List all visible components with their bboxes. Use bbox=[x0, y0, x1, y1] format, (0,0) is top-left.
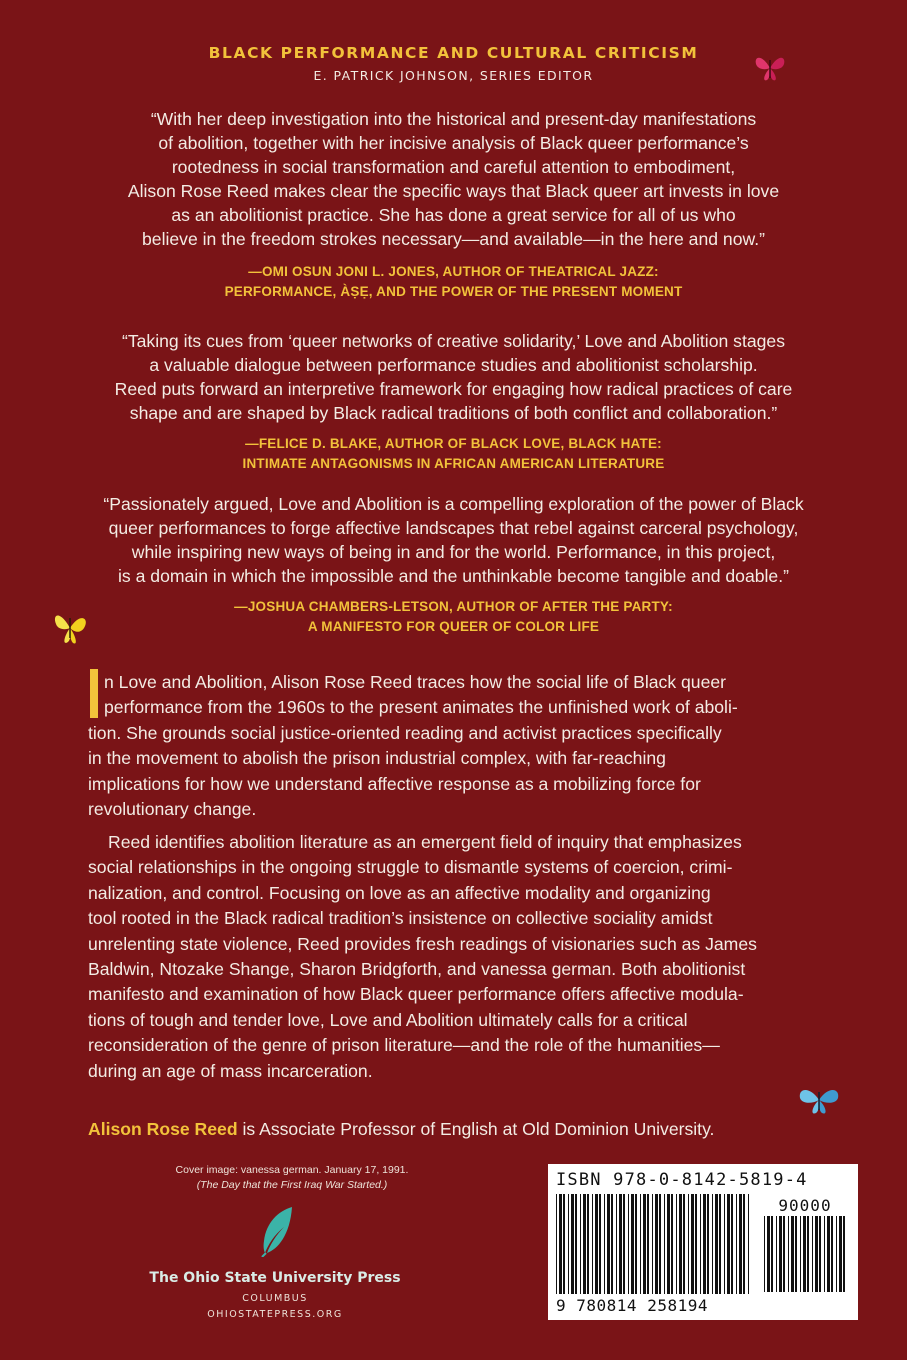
barcode-bar bbox=[587, 1194, 589, 1294]
barcode-bar bbox=[836, 1216, 837, 1292]
author-bio bbox=[88, 1117, 848, 1141]
barcode-bar bbox=[643, 1194, 646, 1294]
barcode-bar bbox=[671, 1194, 673, 1294]
barcode-bar bbox=[843, 1216, 845, 1292]
barcode-bar bbox=[619, 1194, 622, 1294]
blurb-line: queer performances to forge affective landscapes that rebel against carceral psychology, bbox=[108, 518, 799, 538]
barcode-bar bbox=[788, 1216, 789, 1292]
barcode-bar bbox=[659, 1194, 661, 1294]
barcode-bar bbox=[607, 1194, 610, 1294]
barcode-bar bbox=[707, 1194, 709, 1294]
description-line: tion. She grounds social justice-oriented reading and activist practices specifically bbox=[88, 723, 722, 743]
pink-butterfly-icon bbox=[752, 52, 788, 84]
barcode-bar bbox=[807, 1216, 809, 1292]
barcode-bar bbox=[736, 1194, 737, 1294]
blurb-line: shape and are shaped by Black radical traditions of both conflict and collaboration.” bbox=[129, 403, 778, 423]
barcode-bar bbox=[767, 1216, 770, 1292]
attribution-line: —JOSHUA CHAMBERS-LETSON, AUTHOR OF AFTER THE PARTY: bbox=[234, 599, 673, 614]
barcode-bar bbox=[700, 1194, 701, 1294]
drop-cap-i bbox=[90, 669, 98, 718]
barcode-bar bbox=[783, 1216, 785, 1292]
barcode-bar bbox=[628, 1194, 629, 1294]
barcode-bar bbox=[679, 1194, 682, 1294]
barcode-bar bbox=[824, 1216, 825, 1292]
blurb-line: “With her deep investigation into the historical and present-day manifestations bbox=[150, 109, 757, 129]
barcode-bar bbox=[676, 1194, 677, 1294]
barcode-bar bbox=[776, 1216, 777, 1292]
attribution-line: PERFORMANCE, ÀṢẸ, AND THE POWER OF THE PRESENT MOMENT bbox=[224, 284, 683, 299]
barcode-bar bbox=[652, 1194, 653, 1294]
barcode-bar bbox=[635, 1194, 637, 1294]
addon-barcode-bars bbox=[764, 1216, 848, 1292]
barcode-bar bbox=[691, 1194, 694, 1294]
attribution-line: —FELICE D. BLAKE, AUTHOR OF BLACK LOVE, BLACK HATE: bbox=[245, 436, 662, 451]
barcode-bar bbox=[599, 1194, 601, 1294]
barcode-bar bbox=[563, 1194, 565, 1294]
barcode-bar bbox=[575, 1194, 577, 1294]
barcode-bar bbox=[631, 1194, 634, 1294]
description-line: Baldwin, Ntozake Shange, Sharon Bridgforth, and vanessa german. Both abolitionist bbox=[88, 959, 746, 980]
feather-logo-icon bbox=[256, 1205, 296, 1257]
blurb-attribution bbox=[60, 597, 847, 637]
barcode-bar bbox=[764, 1216, 765, 1292]
description-line: in the movement to abolish the prison industrial complex, with far-reaching bbox=[88, 748, 666, 769]
barcode-bar bbox=[739, 1194, 742, 1294]
barcode-bar bbox=[688, 1194, 689, 1294]
blurb-line: as an abolitionist practice. She has done a great service for all of us who bbox=[171, 205, 736, 225]
blurb-line: rootedness in social transformation and careful attention to embodiment, bbox=[171, 157, 736, 177]
credit-line: (The Day that the First Iraq War Started.) bbox=[196, 1179, 388, 1191]
blurb-quote bbox=[60, 329, 847, 425]
bio-text: is Associate Professor of English at Old Dominion University. bbox=[237, 1119, 715, 1139]
cover-credit bbox=[142, 1163, 442, 1193]
blurb-line: Reed puts forward an interpretive framework for engaging how radical practices of care bbox=[114, 379, 793, 399]
blurb-line: a valuable dialogue between performance studies and abolitionist scholarship. bbox=[149, 355, 758, 375]
barcode-bar bbox=[604, 1194, 605, 1294]
barcode-bar bbox=[695, 1194, 697, 1294]
barcode-bar bbox=[611, 1194, 613, 1294]
barcode-bar bbox=[724, 1194, 725, 1294]
author-name: Alison Rose Reed bbox=[88, 1119, 238, 1139]
barcode-bar bbox=[795, 1216, 797, 1292]
description-line: nalization, and control. Focusing on love as an affective modality and organizing bbox=[88, 882, 711, 903]
barcode-bar bbox=[571, 1194, 574, 1294]
barcode-bar bbox=[667, 1194, 670, 1294]
blurb-quote bbox=[60, 107, 847, 251]
blurb-line: of abolition, together with her incisive analysis of Black queer performance’s bbox=[158, 133, 749, 153]
ean-digits: 9 780814 258194 bbox=[556, 1296, 708, 1315]
blurb-line: “Passionately argued, Love and Abolition is a compelling exploration of the power of Black bbox=[103, 494, 804, 514]
barcode-bar bbox=[640, 1194, 641, 1294]
barcode-bar bbox=[703, 1194, 706, 1294]
attribution-line: INTIMATE ANTAGONISMS IN AFRICAN AMERICAN LITERATURE bbox=[242, 456, 665, 471]
ean-barcode-bars bbox=[556, 1194, 752, 1294]
description-paragraph-2 bbox=[88, 830, 828, 1084]
attribution-line: —OMI OSUN JONI L. JONES, AUTHOR OF THEATRICAL JAZZ: bbox=[248, 264, 659, 279]
barcode-bar bbox=[715, 1194, 718, 1294]
blurb-line: Alison Rose Reed makes clear the specific ways that Black queer art invests in love bbox=[127, 181, 780, 201]
barcode-bar bbox=[683, 1194, 685, 1294]
description-line: tool rooted in the Black radical tradition’s insistence on collective sociality amidst bbox=[88, 908, 713, 929]
barcode-bar bbox=[592, 1194, 593, 1294]
barcode-bar bbox=[819, 1216, 821, 1292]
barcode-bar bbox=[839, 1216, 842, 1292]
blurb-line: “Taking its cues from ‘queer networks of creative solidarity,’ Love and Abolition stages bbox=[121, 331, 786, 351]
series-editor: E. PATRICK JOHNSON, SERIES EDITOR bbox=[313, 68, 594, 83]
barcode-bar bbox=[812, 1216, 813, 1292]
barcode-addon-digits: 90000 bbox=[778, 1196, 832, 1215]
barcode-bar bbox=[559, 1194, 562, 1294]
description-line: n Love and Abolition, Alison Rose Reed traces how the social life of Black queer bbox=[104, 672, 727, 692]
press-url: OHIOSTATEPRESS.ORG bbox=[207, 1309, 343, 1320]
barcode-bar bbox=[800, 1216, 801, 1292]
barcode-bar bbox=[623, 1194, 625, 1294]
series-title: BLACK PERFORMANCE AND CULTURAL CRITICISM bbox=[208, 44, 699, 62]
description-line: performance from the 1960s to the present animates the unfinished work of aboli- bbox=[104, 697, 738, 718]
barcode-bar bbox=[827, 1216, 830, 1292]
description-line: reconsideration of the genre of prison literature—and the role of the humanities— bbox=[88, 1035, 720, 1056]
blurb-quote bbox=[60, 492, 847, 588]
description-paragraph-1 bbox=[88, 721, 828, 823]
description-line: unrelenting state violence, Reed provides fresh readings of visionaries such as James bbox=[88, 933, 757, 954]
barcode-bar bbox=[664, 1194, 665, 1294]
blurb-line: believe in the freedom strokes necessary—and available—in the here and now.” bbox=[142, 229, 765, 249]
barcode-bar bbox=[831, 1216, 833, 1292]
barcode-bar bbox=[779, 1216, 782, 1292]
barcode-bar bbox=[803, 1216, 806, 1292]
barcode-bar bbox=[719, 1194, 721, 1294]
description-line: Reed identifies abolition literature as an emergent field of inquiry that emphasizes bbox=[108, 832, 742, 852]
blurb-line: is a domain in which the impossible and the unthinkable become tangible and doable.” bbox=[118, 566, 789, 586]
barcode-bar bbox=[771, 1216, 773, 1292]
press-name: The Ohio State University Press bbox=[149, 1270, 401, 1286]
barcode-bar bbox=[647, 1194, 649, 1294]
attribution-line: A MANIFESTO FOR QUEER OF COLOR LIFE bbox=[307, 619, 600, 634]
barcode-bar bbox=[568, 1194, 569, 1294]
barcode-bar bbox=[748, 1194, 749, 1294]
description-paragraph-1-first-lines bbox=[104, 670, 834, 721]
barcode-bar bbox=[731, 1194, 733, 1294]
isbn-barcode bbox=[548, 1164, 858, 1320]
description-line: revolutionary change. bbox=[88, 799, 257, 820]
barcode-bar bbox=[712, 1194, 713, 1294]
description-line: social relationships in the ongoing struggle to dismantle systems of coercion, crimi- bbox=[88, 857, 733, 878]
barcode-bar bbox=[791, 1216, 794, 1292]
description-line: tions of tough and tender love, Love and Abolition ultimately calls for a critical bbox=[88, 1009, 688, 1030]
barcode-bar bbox=[580, 1194, 581, 1294]
barcode-bar bbox=[583, 1194, 586, 1294]
barcode-bar bbox=[655, 1194, 658, 1294]
description-line: manifesto and examination of how Black queer performance offers affective modula- bbox=[88, 984, 744, 1005]
press-city: COLUMBUS bbox=[242, 1293, 308, 1304]
barcode-bar bbox=[743, 1194, 745, 1294]
barcode-bar bbox=[727, 1194, 730, 1294]
description-line: implications for how we understand affective response as a mobilizing force for bbox=[88, 773, 701, 794]
credit-line: Cover image: vanessa german. January 17, 1991. bbox=[175, 1164, 409, 1176]
blue-butterfly-icon bbox=[796, 1082, 842, 1118]
blurb-line: while inspiring new ways of being in and for the world. Performance, in this project, bbox=[131, 542, 776, 562]
isbn-text: ISBN 978-0-8142-5819-4 bbox=[556, 1170, 808, 1190]
barcode-bar bbox=[595, 1194, 598, 1294]
barcode-bar bbox=[556, 1194, 557, 1294]
description-line: during an age of mass incarceration. bbox=[88, 1060, 373, 1081]
blurb-attribution bbox=[60, 262, 847, 302]
barcode-bar bbox=[815, 1216, 818, 1292]
barcode-bar bbox=[616, 1194, 617, 1294]
blurb-attribution bbox=[60, 434, 847, 474]
